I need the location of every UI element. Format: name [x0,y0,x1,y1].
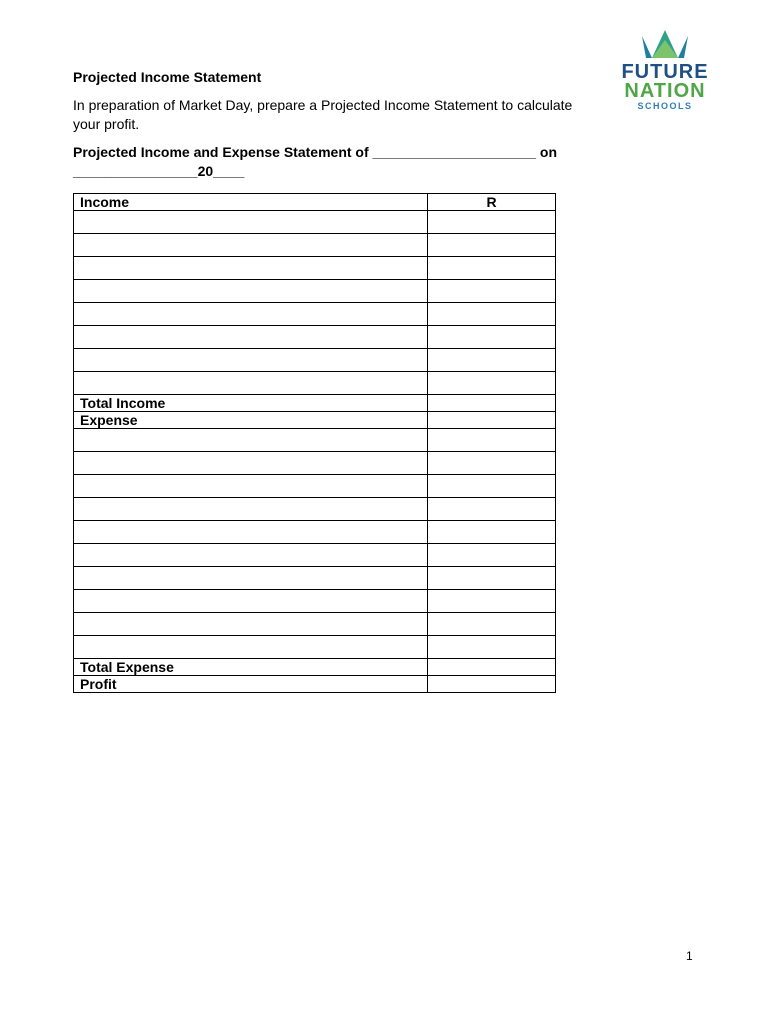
income-entry-row [74,303,556,326]
expense-header-row [74,412,556,429]
expense-entry-row [74,521,556,544]
income-statement-table [73,193,556,693]
expense-amount-cell[interactable] [428,429,556,452]
expense-header: Expense [74,412,428,429]
total-expense-label: Total Expense [74,659,428,676]
expense-entry-row [74,613,556,636]
income-amount-cell[interactable] [428,280,556,303]
expense-amount-cell[interactable] [428,590,556,613]
expense-description-cell[interactable] [74,475,428,498]
income-entry-row [74,326,556,349]
total-income-label: Total Income [74,395,428,412]
expense-amount-cell[interactable] [428,613,556,636]
expense-entry-row [74,452,556,475]
profit-row [74,676,556,693]
income-entry-row [74,372,556,395]
total-expense-row [74,659,556,676]
income-amount-cell[interactable] [428,211,556,234]
currency-header: R [428,194,556,211]
income-description-cell[interactable] [74,257,428,280]
expense-amount-cell[interactable] [428,452,556,475]
income-amount-cell[interactable] [428,303,556,326]
profit-amount-cell[interactable] [428,676,556,693]
expense-amount-cell[interactable] [428,475,556,498]
expense-amount-cell[interactable] [428,636,556,659]
income-amount-cell[interactable] [428,257,556,280]
income-description-cell[interactable] [74,349,428,372]
total-income-row [74,395,556,412]
expense-amount-cell[interactable] [428,544,556,567]
expense-description-cell[interactable] [74,452,428,475]
income-header: Income [74,194,428,211]
expense-description-cell[interactable] [74,613,428,636]
income-description-cell[interactable] [74,326,428,349]
expense-entry-row [74,567,556,590]
income-entry-row [74,211,556,234]
income-description-cell[interactable] [74,372,428,395]
crown-icon [606,28,724,62]
total-income-amount-cell[interactable] [428,395,556,412]
income-description-cell[interactable] [74,303,428,326]
logo-text-future: FUTURE [621,61,709,83]
statement-heading-line1: Projected Income and Expense Statement of _____________________ on [73,144,558,160]
expense-description-cell[interactable] [74,521,428,544]
expense-description-cell[interactable] [74,498,428,521]
income-amount-cell[interactable] [428,326,556,349]
income-entry-row [74,349,556,372]
expense-amount-cell[interactable] [428,498,556,521]
income-entry-row [74,234,556,257]
future-nation-schools-logo [606,28,724,116]
income-amount-cell[interactable] [428,349,556,372]
income-entry-row [74,280,556,303]
document-title: Projected Income Statement [73,69,262,85]
income-amount-cell[interactable] [428,234,556,257]
logo-text-nation: NATION [624,80,706,102]
expense-entry-row [74,636,556,659]
expense-header-amount-cell [428,412,556,429]
income-header-row [74,194,556,211]
expense-description-cell[interactable] [74,544,428,567]
expense-amount-cell[interactable] [428,521,556,544]
statement-heading-line2: ________________20____ [73,163,245,179]
income-description-cell[interactable] [74,234,428,257]
income-description-cell[interactable] [74,280,428,303]
profit-label: Profit [74,676,428,693]
income-entry-row [74,257,556,280]
page-number: 1 [686,949,693,963]
expense-description-cell[interactable] [74,567,428,590]
logo-text-schools: SCHOOLS [637,101,693,111]
intro-text: In preparation of Market Day, prepare a Projected Income Statement to calculate your profit. [73,97,573,132]
expense-amount-cell[interactable] [428,567,556,590]
expense-entry-row [74,429,556,452]
total-expense-amount-cell[interactable] [428,659,556,676]
expense-description-cell[interactable] [74,636,428,659]
expense-entry-row [74,590,556,613]
expense-entry-row [74,544,556,567]
income-amount-cell[interactable] [428,372,556,395]
expense-entry-row [74,498,556,521]
income-description-cell[interactable] [74,211,428,234]
expense-entry-row [74,475,556,498]
expense-description-cell[interactable] [74,590,428,613]
expense-description-cell[interactable] [74,429,428,452]
